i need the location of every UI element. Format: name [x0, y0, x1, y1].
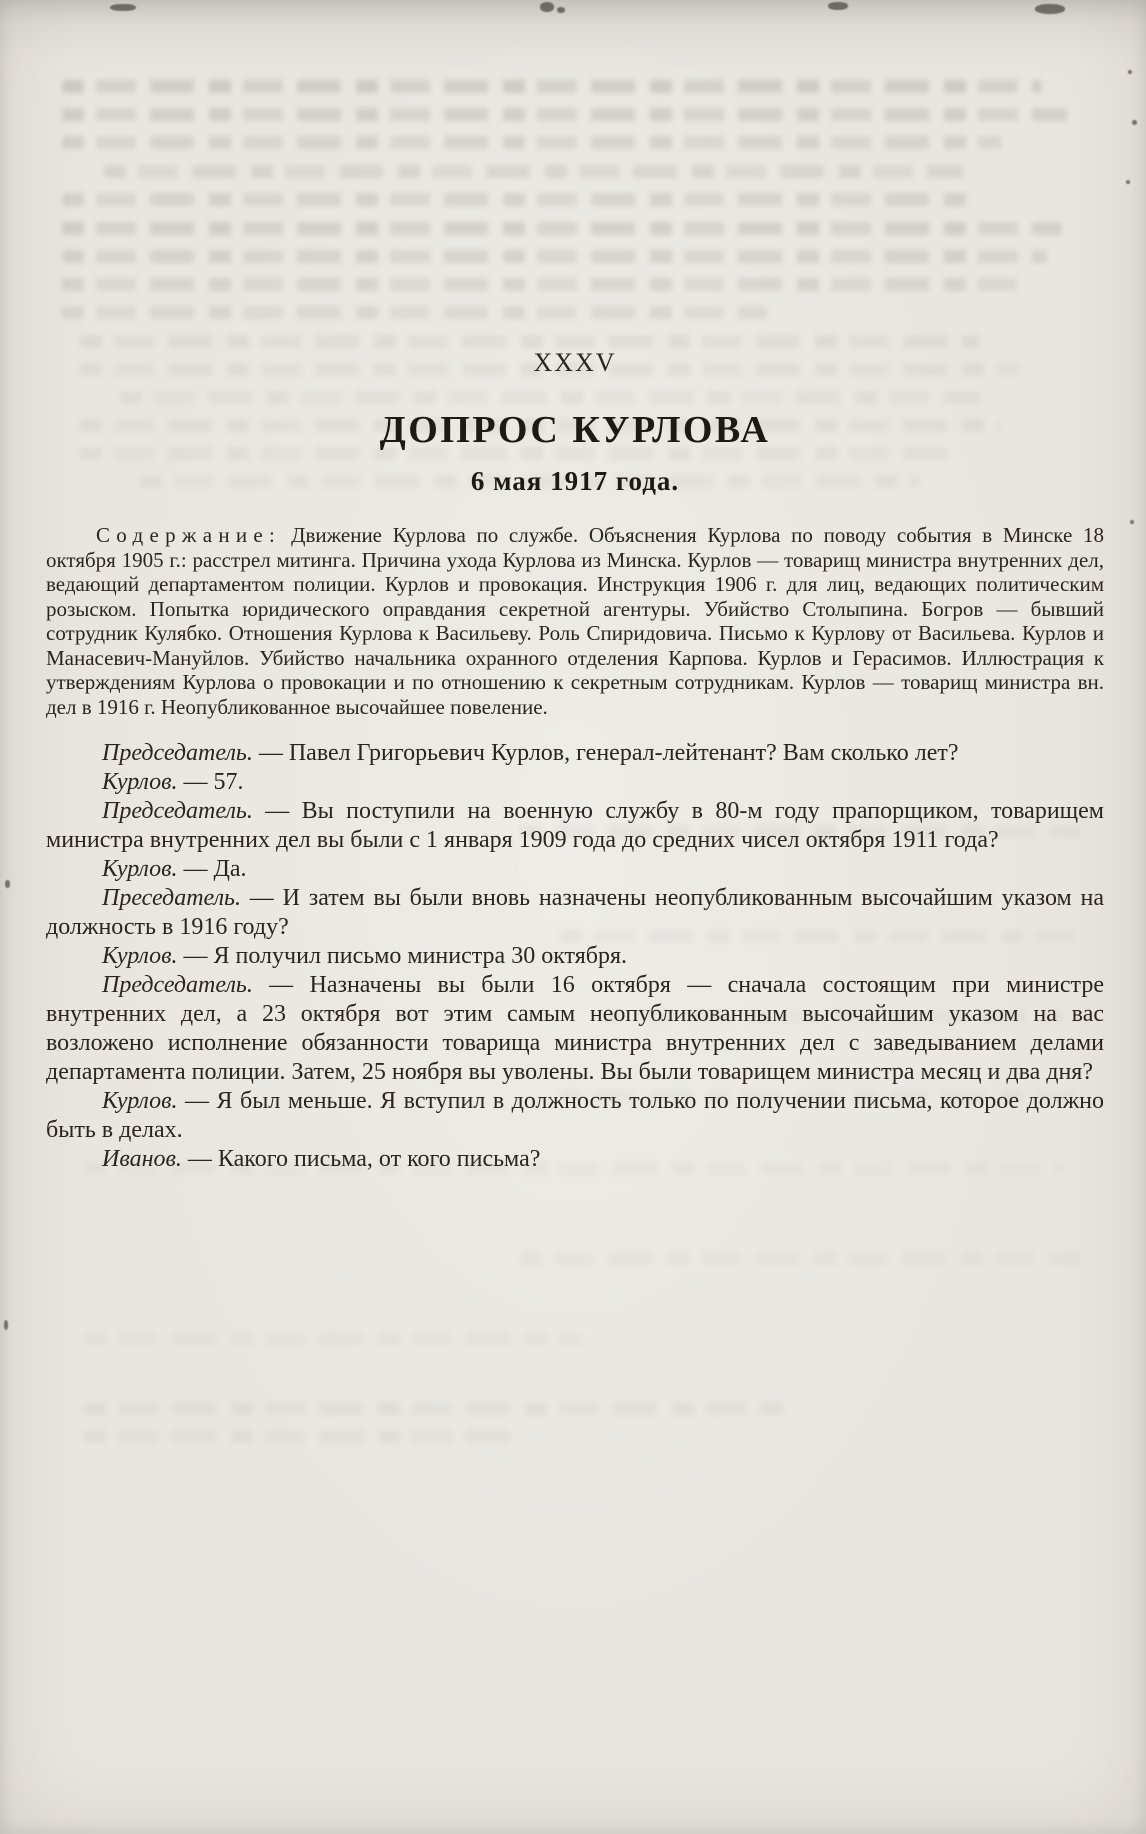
edge-smudge — [110, 4, 136, 11]
speaker-name: Курлов. — [102, 943, 184, 969]
dialogue-paragraph — [46, 1145, 1104, 1174]
edge-smudge — [1035, 4, 1065, 14]
edge-speck — [4, 1320, 8, 1330]
bleedthrough-line — [80, 335, 980, 348]
edge-smudge — [557, 7, 565, 13]
dialogue-paragraph — [46, 942, 1104, 971]
speaker-name: Курлов. — [102, 856, 184, 882]
bleedthrough-line — [62, 278, 1017, 291]
dialogue-paragraph — [46, 768, 1104, 797]
dialogue-paragraph — [46, 1087, 1104, 1145]
chapter-number: XXXV — [533, 348, 617, 377]
speech-text: — Я был меньше. Я вступил в должность только по получении письма, которое должно быть в делах. — [46, 1088, 1104, 1143]
bleedthrough-line — [62, 306, 767, 319]
speech-text: — И затем вы были вновь назначены неопубликованным высочайшим указом на должность в 1916 году? — [46, 885, 1104, 940]
dialogue-paragraph — [46, 855, 1104, 884]
edge-speck — [5, 880, 10, 888]
bleedthrough-line — [84, 1430, 514, 1443]
bleedthrough-line — [104, 165, 964, 178]
summary-label: Содержание: — [96, 523, 282, 547]
bleedthrough-line — [62, 193, 967, 206]
bleedthrough-line — [62, 108, 1067, 121]
edge-speck — [1130, 520, 1134, 524]
bleedthrough-line — [62, 222, 1062, 235]
speech-text: — Павел Григорьевич Курлов, генерал-лейтенант? Вам сколько лет? — [258, 740, 959, 766]
speech-text: — Какого письма, от кого письма? — [187, 1146, 541, 1172]
speaker-name: Преседатель. — [102, 885, 250, 911]
bleedthrough-line — [84, 1332, 584, 1345]
page-title: ДОПРОС КУРЛОВА — [379, 409, 771, 451]
edge-speck — [1128, 70, 1132, 74]
speaker-name: Председатель. — [102, 972, 270, 998]
dialogue-paragraph — [46, 739, 1104, 768]
dialogue-paragraph — [46, 971, 1104, 1087]
bleedthrough-line — [520, 1252, 1080, 1265]
speaker-name: Председатель. — [102, 740, 259, 766]
speaker-name: Председатель. — [102, 798, 266, 824]
speaker-name: Иванов. — [102, 1146, 188, 1172]
summary-text: Движение Курлова по службе. Объяснения Курлова по поводу события в Минске 18 октября 1905 г.: расстрел митинга. Причина ухода Курлова из Минска. Курлов — товарищ министра внутренних дел, ведающий департаментом полиции. Курлов и провокация. Инструкция 1906 г. для лиц, ведающих политическим розыском. Попытка юридического оправдания секретной агентуры. Убийство Столыпина. Богров — бывший сотрудник Кулябко. Отношения Курлова к Васильеву. Роль Спиридовича. Письмо к Курлову от Васильева. Курлов и Манасевич-Мануйлов. Убийство начальника охранного отделения Карпова. Курлов и Герасимов. Иллюстрация к утверждениям Курлова о провокации и по отношению к секретным сотрудникам. Курлов — товарищ министра вн. дел в 1916 г. Неопубликованное высочайшее повеление. — [46, 523, 1104, 719]
speech-text: — 57. — [183, 769, 244, 795]
dialogue-paragraph — [46, 797, 1104, 855]
bleedthrough-line — [62, 80, 1042, 93]
speech-text: — Да. — [183, 856, 247, 882]
summary-paragraph — [46, 523, 1104, 719]
bleedthrough-line — [62, 250, 1047, 263]
speech-text: — Назначены вы были 16 октября — сначала состоящим при министре внутренних дел, а 23 октября вот этим самым неопубликованным высочайшим указом на вас возложено исполнение обязанности товарища министра внутренних дел с заведыванием делами департамента полиции. Затем, 25 ноября вы уволены. Вы были товарищем министра месяц и два дня? — [46, 972, 1104, 1085]
edge-smudge — [828, 2, 848, 10]
edge-smudge — [540, 2, 554, 12]
bleedthrough-line — [84, 1402, 784, 1415]
speech-text: — Я получил письмо министра 30 октября. — [183, 943, 627, 969]
dialogue-paragraph — [46, 884, 1104, 942]
printed-text-block — [46, 348, 1104, 1174]
speaker-name: Курлов. — [102, 769, 184, 795]
speech-text: — Вы поступили на военную службу в 80-м году прапорщиком, товарищем министра внутренних дел вы были с 1 января 1909 года до средних чисел октября 1911 года? — [46, 798, 1104, 853]
bleedthrough-line — [62, 136, 1002, 149]
speaker-name: Курлов. — [102, 1088, 186, 1114]
page-subtitle: 6 мая 1917 года. — [470, 466, 680, 496]
dialogue-section — [46, 739, 1104, 1174]
edge-speck — [1126, 180, 1130, 184]
edge-speck — [1132, 120, 1137, 125]
